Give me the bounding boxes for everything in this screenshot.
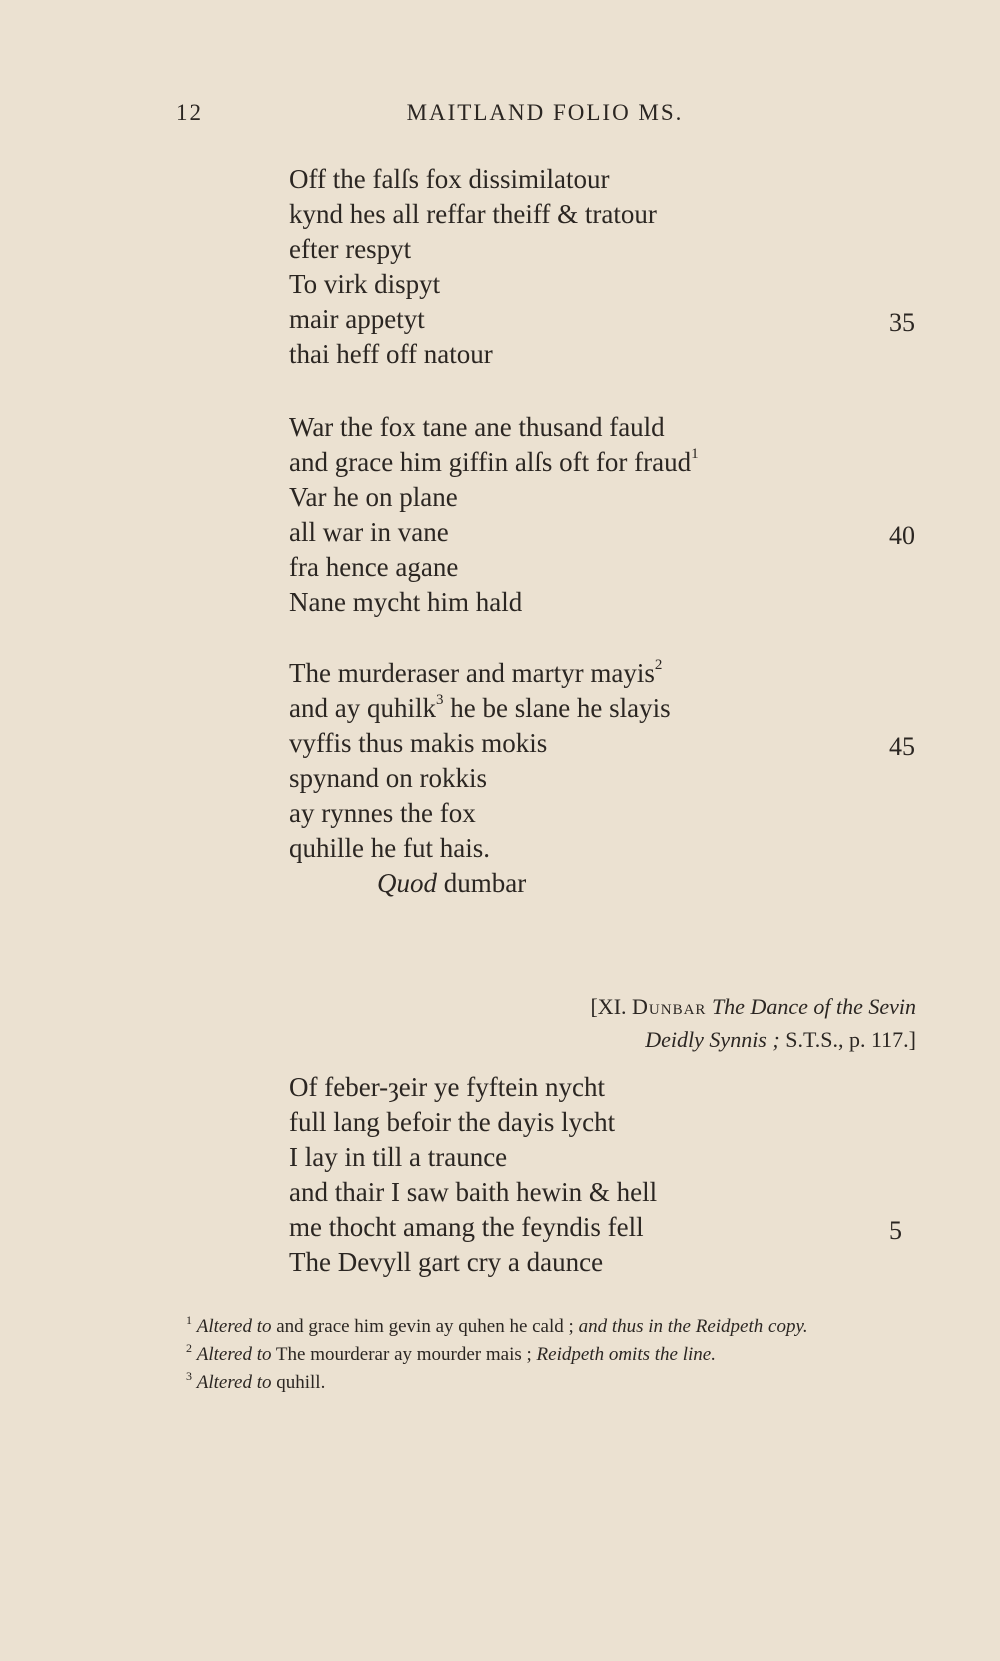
verse-line: spynand on rokkis	[289, 763, 487, 793]
verse-line: kynd hes all reffar theiff & tratour	[289, 199, 657, 229]
verse-line: Off the falſs fox dissimilatour	[289, 164, 610, 194]
verse-line: fra hence agane	[289, 552, 459, 582]
footnotes	[166, 1313, 916, 1397]
footnote-ref: 2	[654, 657, 663, 673]
verse-line: quhille he fut hais.	[289, 833, 490, 863]
verse-line: mair appetyt 35	[289, 302, 919, 337]
line-number: 35	[889, 308, 915, 337]
line-number: 5	[889, 1216, 902, 1245]
verse-line: To virk dispyt	[289, 269, 441, 299]
verse-line: me thocht amang the feyndis fell 5	[289, 1210, 919, 1245]
line-number: 45	[889, 732, 915, 761]
verse-line: ay rynnes the fox	[289, 798, 476, 828]
running-header	[176, 100, 914, 134]
verse-line: thai heff off natour	[289, 339, 493, 369]
attribution: Quod dumbar	[377, 868, 527, 898]
running-title: MAITLAND FOLIO MS.	[406, 100, 684, 125]
footnote-1: $^1$ Altered to and grace him gevin ay quhen he cald ; and thus in the Reidpeth copy.	[186, 1313, 808, 1337]
verse-line: full lang befoir the dayis lycht	[289, 1107, 616, 1137]
verse-line: Nane mycht him hald	[289, 587, 523, 617]
poem-heading: [XI. Dunbar The Dance of the Sevin Deidly Synnis ; S.T.S., p. 117.]	[590, 994, 916, 1052]
verse-line: The Devyll gart cry a daunce	[289, 1247, 604, 1277]
verse-line: and grace him giffin alſs oft for fraud$^1$	[289, 446, 699, 477]
verse-line: and ay quhilk$^3$ he be slane he slayis	[289, 692, 671, 723]
footnote-2: $^2$ Altered to The mourderar ay mourder mais ; Reidpeth omits the line.	[186, 1341, 716, 1365]
verse-line: and thair I saw baith hewin & hell	[289, 1177, 658, 1207]
footnote-ref: 1	[691, 446, 699, 462]
page-number: 12	[176, 100, 203, 125]
stanza-4	[289, 1070, 919, 1280]
verse-line: The murderaser and martyr mayis$^2$	[289, 657, 663, 688]
verse-line: vyffis thus makis mokis 45	[289, 726, 919, 761]
stanza-3	[289, 656, 919, 901]
footnote-ref: 3	[435, 692, 444, 708]
footnote-3: $^3$ Altered to quhill.	[186, 1369, 326, 1393]
verse-line: Var he on plane	[289, 482, 458, 512]
stanza-2	[289, 410, 919, 620]
line-number: 40	[889, 521, 915, 550]
verse-line: efter respyt	[289, 234, 412, 264]
verse-line: I lay in till a traunce	[289, 1142, 508, 1172]
verse-line: all war in vane 40	[289, 515, 919, 550]
stanza-1	[289, 162, 919, 372]
verse-line: Of feber-ȝeir ye fyftein nycht	[289, 1072, 605, 1102]
author-name: Dunbar	[632, 994, 707, 1019]
verse-line: War the fox tane ane thusand fauld	[289, 412, 665, 442]
